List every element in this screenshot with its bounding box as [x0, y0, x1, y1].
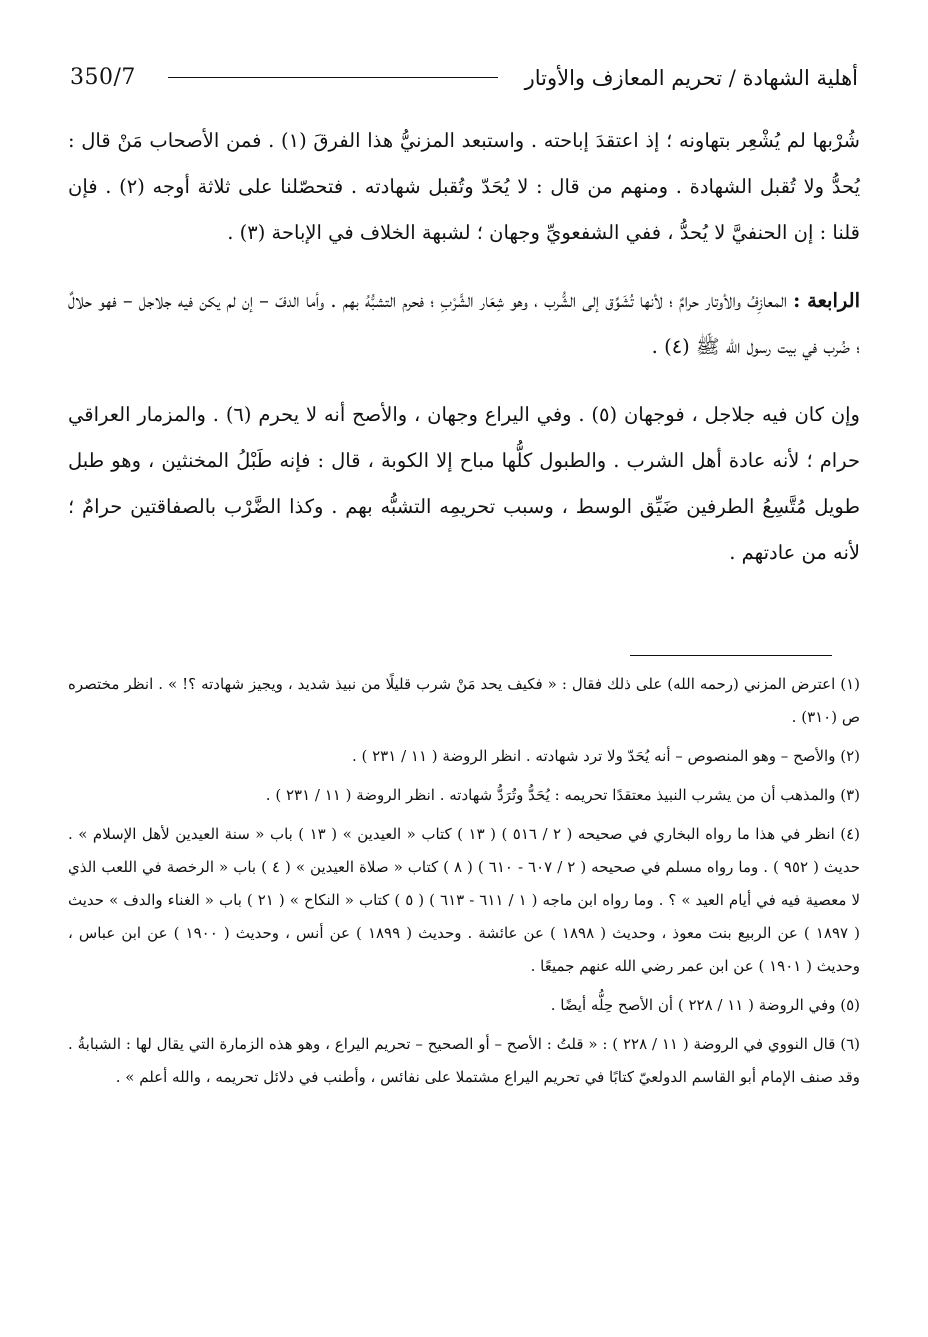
paragraph-2: [68, 278, 860, 370]
running-title: أهلية الشهادة / تحريم المعازف والأوتار: [524, 66, 858, 90]
footnotes: [68, 668, 860, 1094]
paragraph-1: شُرْبها لم يُشْعِر بتهاونه ؛ إذ اعتقدَ إباحته . واستبعد المزنيُّ هذا الفرقَ (١) . فمن الأصحاب مَنْ قال : يُحدُّ ولا تُقبل الشهادة . ومنهم من قال : لا يُحَدّ وتُقبل شهادته . فتحصّلنا على ثلاثة أوجه (٢) . فإن قلنا : إن الحنفيَّ لا يُحدُّ ، ففي الشفعويِّ وجهان ؛ لشبهة الخلاف في الإباحة (٣) .: [68, 129, 861, 244]
paragraph-2-text: المعازِفُ والأوتار حرامٌ ؛ لأنها تُشَوِّق إلى الشُّرب ، وهو شِعَار الشَّرْبِ ؛ فحرم التشبُّهُ بهم . وأما الدفّ – إن لم يكن فيه جلاجل – فهو حلالٌ ؛ ضُرب في بيت رسول الله ﷺ (٤) .: [68, 289, 860, 358]
header-rule: [168, 77, 498, 78]
footnote-3: (٣) والمذهب أن من يشرب النبيذ معتقدًا تحريمه : يُحَدُّ وتُرَدُّ شهادته . انظر الروضة ( ١١ / ٢٣١ ) .: [265, 786, 860, 804]
footnote-4: (٤) انظر في هذا ما رواه البخاري في صحيحه ( ٢ / ٥١٦ ) ( ١٣ ) كتاب « العيدين » ( ١٣ ) باب « سنة العيدين لأهل الإسلام » . حديث ( ٩٥٢ ) . وما رواه مسلم في صحيحه ( ٢ / ٦٠٧ - ٦١٠ ) ( ٨ ) كتاب « صلاة العيدين » ( ٤ ) باب « الرخصة في اللعب الذي لا معصية فيه في أيام العيد » ؟ . وما رواه ابن ماجه ( ١ / ٦١١ - ٦١٣ ) ( ٥ ) كتاب « النكاح » ( ٢١ ) باب « الغناء والدف » حديث ( ١٨٩٧ ) عن الربيع بنت معوذ ، وحديث ( ١٨٩٨ ) عن عائشة . وحديث ( ١٨٩٩ ) عن أنس ، وحديث ( ١٩٠٠ ) عن ابن عباس ، وحديث ( ١٩٠١ ) عن ابن عمر رضي الله عنهم جميعًا .: [68, 825, 861, 975]
page-number: 350/7: [70, 65, 136, 90]
running-header: [70, 60, 858, 100]
main-text: [68, 118, 860, 576]
footnote-6: (٦) قال النووي في الروضة ( ١١ / ٢٢٨ ) : « قلتُ : الأصح – أو الصحيح – تحريم اليراع ، وهو هذه الزمارة التي يقال لها : الشبابةُ . وقد صنف الإمام أبو القاسم الدولعيّ كتابًا في تحريم اليراع مشتملا على نفائس ، وأطنب في دلائل تحريمه ، والله أعلم » .: [68, 1035, 860, 1086]
paragraph-3: وإن كان فيه جلاجل ، فوجهان (٥) . وفي اليراع وجهان ، والأصح أنه لا يحرم (٦) . والمزمار العراقي حرام ؛ لأنه عادة أهل الشرب . والطبول كلُّها مباح إلا الكوبة ، قال : فإنه طَبْلُ المخنثين ، وهو طبل طويل مُتَّسِعُ الطرفين ضَيِّق الوسط ، وسبب تحريمِه التشبُّه بهم . وكذا الضَّرْب بالصفاقتين حرامٌ ؛ لأنه من عادتهم .: [68, 403, 860, 564]
footnote-1: (١) اعترض المزني (رحمه الله) على ذلك فقال : « فكيف يحد مَنْ شرب قليلًا من نبيذ شديد ، ويجيز شهادته ؟! » . انظر مختصره ص (٣١٠) .: [68, 675, 860, 726]
footnote-2: (٢) والأصح – وهو المنصوص – أنه يُحَدّ ولا ترد شهادته . انظر الروضة ( ١١ / ٢٣١ ) .: [351, 747, 860, 765]
paragraph-2-heading: الرابعة :: [793, 289, 860, 312]
footnote-separator: [630, 655, 832, 656]
footnote-5: (٥) وفي الروضة ( ١١ / ٢٢٨ ) أن الأصح حِلُّه أيضًا .: [550, 996, 860, 1014]
